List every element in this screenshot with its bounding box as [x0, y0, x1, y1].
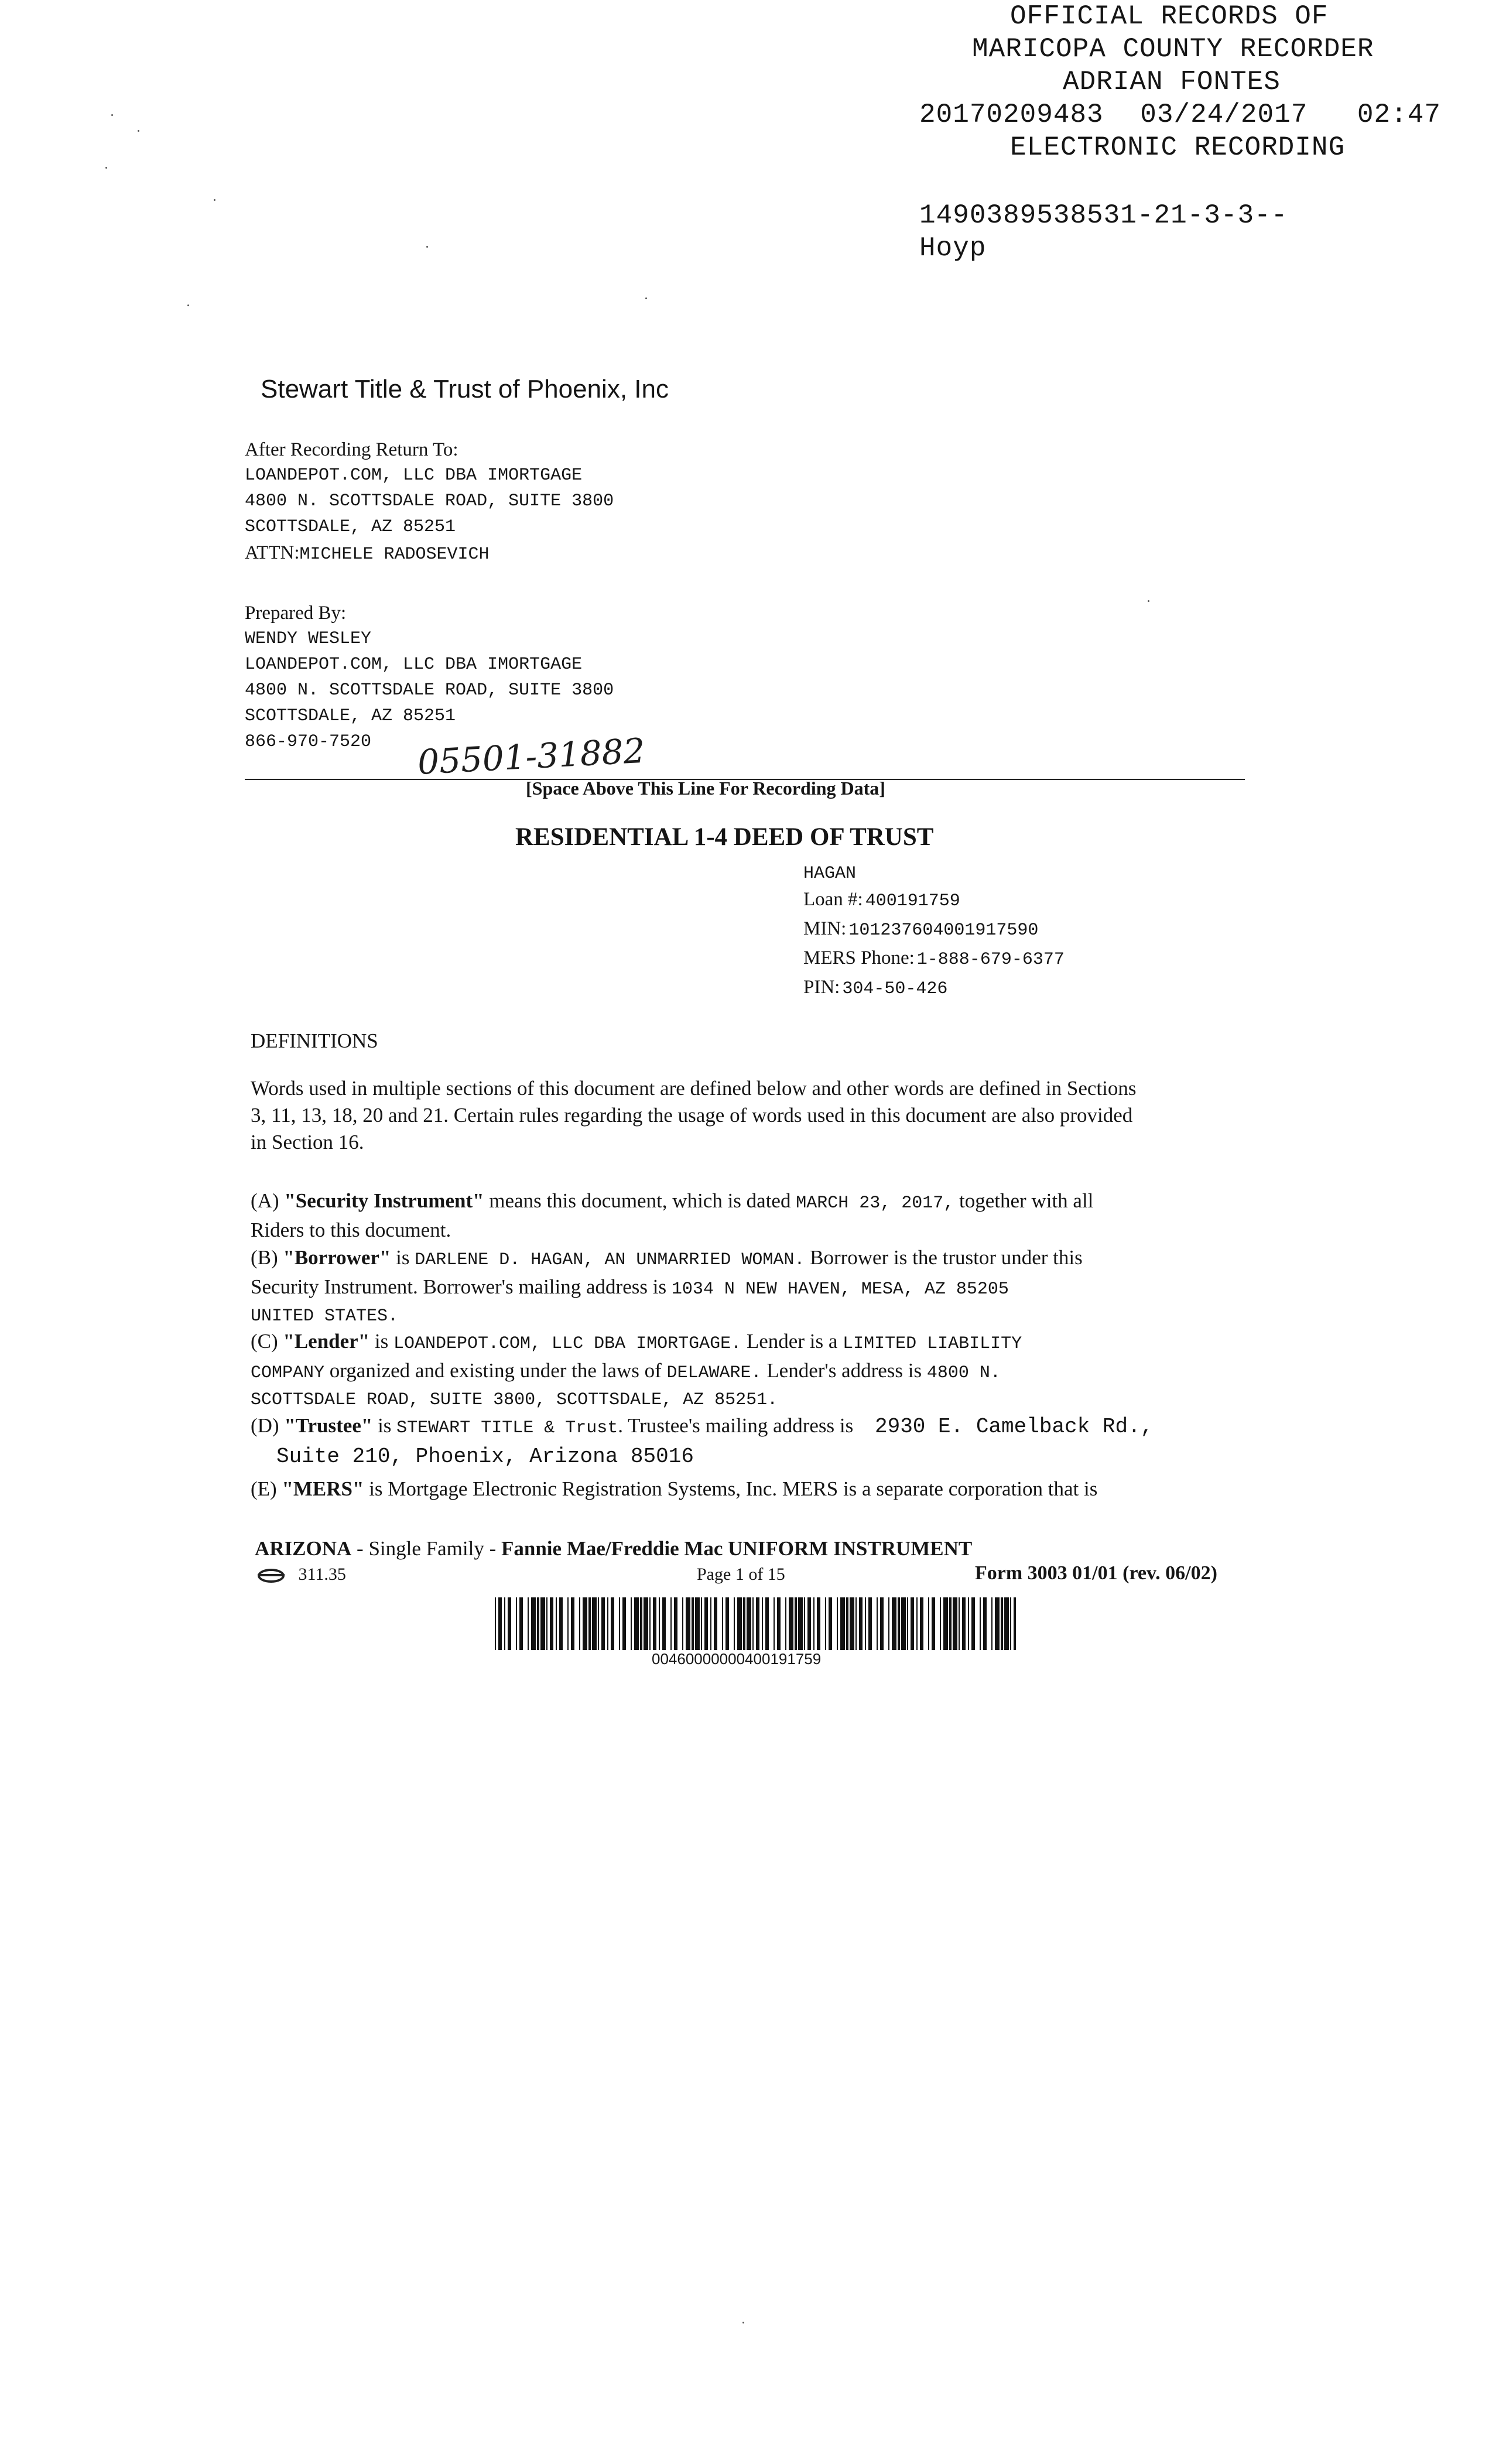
barcode-bar: [774, 1597, 775, 1650]
footer-instrument-line: [255, 1537, 972, 1560]
barcode-bar: [959, 1597, 960, 1650]
barcode-bar: [734, 1597, 735, 1650]
definition-b: [251, 1244, 1083, 1330]
stamp-line-official-records: OFFICIAL RECORDS OF: [1010, 1, 1329, 32]
definition-c-line-1: [251, 1328, 1022, 1357]
attn-label: ATTN:: [245, 542, 300, 563]
form-code: 311.35: [298, 1565, 346, 1584]
handwritten-escrow-number: 05501-31882: [416, 730, 646, 782]
definition-a-term: "Security Instrument": [284, 1189, 484, 1212]
barcode-bar: [737, 1597, 742, 1650]
return-to-city: SCOTTSDALE, AZ 85251: [245, 517, 456, 537]
barcode-bar: [640, 1597, 642, 1650]
barcode-bar: [756, 1597, 759, 1650]
mers-phone-row: [803, 945, 1065, 974]
barcode-bar: [546, 1597, 547, 1650]
barcode-bar: [928, 1597, 929, 1650]
barcode-bar: [495, 1597, 496, 1650]
definition-a-line-1: [251, 1187, 1093, 1217]
intro-line-1: Words used in multiple sections of this document are defined below and other words are defined in Sections: [251, 1077, 1137, 1100]
min-row: [803, 916, 1065, 945]
intro-line-2: 3, 11, 13, 18, 20 and 21. Certain rules regarding the usage of words used in this document are also provided: [251, 1104, 1133, 1127]
form-logo-icon: [258, 1569, 285, 1583]
lender-address-1: 4800 N.: [926, 1363, 1001, 1383]
barcode-bar: [892, 1597, 896, 1650]
barcode-bar: [789, 1597, 793, 1650]
barcode-bar: [516, 1597, 517, 1650]
barcode: [495, 1597, 1016, 1650]
barcode-bar: [859, 1597, 863, 1650]
barcode-bar: [971, 1597, 975, 1650]
loan-number-row: [803, 887, 1065, 916]
barcode-bar: [714, 1597, 717, 1650]
barcode-bar: [747, 1597, 751, 1650]
barcode-bar: [907, 1597, 908, 1650]
borrower-address: 1034 N NEW HAVEN, MESA, AZ 85205: [671, 1279, 1009, 1299]
scan-speck: [105, 167, 107, 169]
definition-d-marker: (D): [251, 1414, 279, 1437]
borrower-name: DARLENE D. HAGAN, AN UNMARRIED WOMAN.: [415, 1250, 805, 1270]
barcode-bar: [825, 1597, 826, 1650]
barcode-bar: [865, 1597, 866, 1650]
definition-a-text-2: together with all: [959, 1189, 1094, 1212]
stamp-line-electronic-recording: ELECTRONIC RECORDING: [1010, 132, 1346, 163]
definition-e-marker: (E): [251, 1477, 277, 1500]
barcode-bar: [701, 1597, 702, 1650]
preparer-city: SCOTTSDALE, AZ 85251: [245, 706, 456, 726]
barcode-bar: [855, 1597, 857, 1650]
barcode-bar: [634, 1597, 639, 1650]
return-to-street: 4800 N. SCOTTSDALE ROAD, SUITE 3800: [245, 491, 614, 511]
preparer-phone: 866-970-7520: [245, 732, 372, 752]
barcode-bar: [567, 1597, 569, 1650]
prepared-by-heading: Prepared By:: [245, 603, 347, 624]
barcode-bar: [504, 1597, 505, 1650]
barcode-bar: [601, 1597, 605, 1650]
doc-id: 1490389538531-21-3-3--: [919, 200, 1288, 231]
footer-form-code-row: [258, 1565, 346, 1585]
mers-phone-label: MERS Phone:: [803, 947, 915, 969]
barcode-bar: [962, 1597, 966, 1650]
definition-e: [251, 1476, 1097, 1503]
barcode-bar: [583, 1597, 587, 1650]
barcode-bar: [762, 1597, 763, 1650]
barcode-bar: [968, 1597, 969, 1650]
scan-speck: [426, 246, 428, 248]
space-above-label: [Space Above This Line For Recording Data]: [526, 778, 885, 799]
barcode-bar: [840, 1597, 845, 1650]
barcode-bar: [949, 1597, 952, 1650]
barcode-bar: [682, 1597, 683, 1650]
footer-desc: - Single Family -: [357, 1537, 497, 1560]
lender-name: LOANDEPOT.COM, LLC DBA IMORTGAGE.: [393, 1334, 742, 1354]
lender-address-2: SCOTTSDALE ROAD, SUITE 3800, SCOTTSDALE, AZ 85251.: [251, 1390, 778, 1410]
barcode-bar: [622, 1597, 626, 1650]
return-to-block: [245, 437, 614, 569]
barcode-bar: [752, 1597, 754, 1650]
definition-a-marker: (A): [251, 1189, 279, 1212]
barcode-bar: [556, 1597, 557, 1650]
barcode-bar: [798, 1597, 803, 1650]
borrower-country: UNITED STATES.: [251, 1306, 399, 1326]
definition-b-line-2: [251, 1274, 1083, 1303]
barcode-bar: [662, 1597, 666, 1650]
scan-speck: [111, 114, 113, 116]
preparer-street: 4800 N. SCOTTSDALE ROAD, SUITE 3800: [245, 680, 614, 700]
definition-b-text: Borrower is the trustor under this: [810, 1246, 1083, 1269]
stamp-line-record-info: [919, 98, 1441, 131]
barcode-bar: [1010, 1597, 1011, 1650]
loan-number-value: 400191759: [865, 891, 960, 911]
barcode-bar: [619, 1597, 620, 1650]
lender-entity-type-2: COMPANY: [251, 1363, 325, 1383]
barcode-bar: [686, 1597, 690, 1650]
barcode-bar: [528, 1597, 529, 1650]
definition-d-term: "Trustee": [284, 1414, 373, 1437]
barcode-bar: [991, 1597, 993, 1650]
min-label: MIN:: [803, 918, 847, 939]
loan-info-block: [803, 861, 1065, 1004]
definition-b-term: "Borrower": [283, 1246, 391, 1269]
definition-c-text: Lender is a: [746, 1330, 838, 1353]
preparer-name: WENDY WESLEY: [245, 629, 372, 649]
barcode-bar: [898, 1597, 900, 1650]
lender-state: DELAWARE.: [666, 1363, 762, 1383]
trustee-name: STEWART TITLE & Trust: [396, 1418, 618, 1438]
barcode-bar: [983, 1597, 987, 1650]
barcode-bar: [877, 1597, 878, 1650]
definition-b-marker: (B): [251, 1246, 278, 1269]
barcode-bar: [817, 1597, 820, 1650]
definitions-heading: DEFINITIONS: [251, 1029, 378, 1052]
barcode-bar: [940, 1597, 941, 1650]
barcode-bar: [829, 1597, 832, 1650]
barcode-bar: [888, 1597, 889, 1650]
barcode-bar: [804, 1597, 805, 1650]
barcode-bar: [765, 1597, 769, 1650]
barcode-bar: [916, 1597, 918, 1650]
stamp-line-county-recorder: MARICOPA COUNTY RECORDER: [972, 34, 1374, 64]
intro-line-3: in Section 16.: [251, 1131, 364, 1154]
barcode-bar: [508, 1597, 511, 1650]
barcode-bar: [519, 1597, 523, 1650]
definition-b-line-1: [251, 1244, 1083, 1274]
pin-label: PIN:: [803, 977, 840, 998]
barcode-bar: [995, 1597, 1000, 1650]
barcode-bar: [837, 1597, 838, 1650]
record-number: 20170209483: [919, 100, 1104, 130]
barcode-bar: [901, 1597, 906, 1650]
document-title: RESIDENTIAL 1-4 DEED OF TRUST: [515, 823, 934, 851]
barcode-bar: [540, 1597, 545, 1650]
barcode-bar: [559, 1597, 563, 1650]
barcode-bar: [674, 1597, 677, 1650]
footer-page-number: Page 1 of 15: [697, 1565, 785, 1584]
barcode-bar: [980, 1597, 981, 1650]
definition-d-line-1: (D) "Trustee" is STEWART TITLE & Trust. Trustee's mailing address is 2930 E. Camelback Rd.,: [251, 1414, 1154, 1439]
attn-name: MICHELE RADOSEVICH: [299, 545, 490, 564]
barcode-bar: [607, 1597, 608, 1650]
clerk-code: Hoyp: [919, 233, 987, 263]
barcode-bar: [911, 1597, 914, 1650]
return-to-attn: [245, 540, 614, 569]
barcode-bar: [644, 1597, 648, 1650]
min-value: 101237604001917590: [848, 920, 1039, 940]
barcode-bar: [953, 1597, 957, 1650]
footer-uniform-instrument: Fannie Mae/Freddie Mac UNIFORM INSTRUMENT: [501, 1537, 973, 1560]
borrower-surname: HAGAN: [803, 864, 857, 884]
scan-speck: [742, 2322, 744, 2323]
record-date: 03/24/2017: [1140, 100, 1308, 130]
return-to-company: LOANDEPOT.COM, LLC DBA IMORTGAGE: [245, 466, 583, 485]
barcode-bar: [571, 1597, 574, 1650]
prepared-by-block: [245, 600, 614, 755]
barcode-bar: [670, 1597, 672, 1650]
barcode-bar: [846, 1597, 848, 1650]
definition-a-line-2: Riders to this document.: [251, 1219, 451, 1241]
barcode-bar: [743, 1597, 745, 1650]
barcode-bar: [498, 1597, 502, 1650]
barcode-bar: [880, 1597, 884, 1650]
barcode-bar: [649, 1597, 651, 1650]
barcode-bar: [1001, 1597, 1003, 1650]
footer-form-number: Form 3003 01/01 (rev. 06/02): [975, 1562, 1217, 1584]
barcode-number: 00460000000400191759: [652, 1650, 822, 1668]
barcode-bar: [1014, 1597, 1016, 1650]
barcode-bar: [592, 1597, 597, 1650]
barcode-bar: [537, 1597, 539, 1650]
record-time: 02:47: [1357, 100, 1441, 130]
barcode-bar: [920, 1597, 923, 1650]
definition-d: [251, 1412, 1153, 1472]
definition-e-text: is Mortgage Electronic Registration Systems, Inc. MERS is a separate corporation that is: [369, 1477, 1098, 1500]
barcode-bar: [868, 1597, 872, 1650]
barcode-bar: [710, 1597, 711, 1650]
pin-row: [803, 974, 1065, 1004]
barcode-bar: [704, 1597, 708, 1650]
definition-c-line-2: [251, 1357, 1022, 1387]
barcode-bar: [722, 1597, 723, 1650]
scan-speck: [214, 199, 215, 201]
definition-b-text-2: Security Instrument. Borrower's mailing address is: [251, 1275, 667, 1298]
definition-e-term: "MERS": [282, 1477, 364, 1500]
barcode-bar: [807, 1597, 811, 1650]
definition-c-term: "Lender": [283, 1330, 370, 1353]
definition-c-marker: (C): [251, 1330, 278, 1353]
barcode-bar: [850, 1597, 854, 1650]
barcode-bar: [631, 1597, 632, 1650]
scan-speck: [1148, 600, 1149, 602]
definitions-intro: [251, 1075, 1137, 1156]
recording-stamp: [919, 0, 1441, 164]
barcode-bar: [1004, 1597, 1009, 1650]
trustee-address-1: 2930 E. Camelback Rd.,: [875, 1415, 1154, 1439]
title-company-name: Stewart Title & Trust of Phoenix, Inc: [261, 375, 669, 403]
scan-speck: [138, 130, 139, 132]
definition-a-text: means this document, which is dated: [489, 1189, 791, 1212]
barcode-bar: [785, 1597, 786, 1650]
definition-c: [251, 1328, 1022, 1414]
stamp-line-recorder-name: ADRIAN FONTES: [1063, 67, 1281, 97]
barcode-bar: [588, 1597, 591, 1650]
barcode-bar: [579, 1597, 580, 1650]
barcode-bar: [813, 1597, 814, 1650]
barcode-bar: [777, 1597, 781, 1650]
return-to-heading: After Recording Return To:: [245, 439, 458, 460]
lender-entity-type: LIMITED LIABILITY: [843, 1334, 1022, 1354]
barcode-bar: [598, 1597, 599, 1650]
barcode-bar: [692, 1597, 694, 1650]
scan-speck: [645, 297, 647, 299]
barcode-bar: [659, 1597, 660, 1650]
preparer-company: LOANDEPOT.COM, LLC DBA IMORTGAGE: [245, 655, 583, 675]
barcode-bar: [653, 1597, 656, 1650]
footer-state: ARIZONA: [255, 1537, 352, 1560]
definition-d-is: is: [378, 1414, 392, 1437]
definition-d-text: Trustee's mailing address is: [628, 1414, 854, 1437]
barcode-bar: [943, 1597, 948, 1650]
barcode-bar: [932, 1597, 935, 1650]
mers-phone-value: 1-888-679-6377: [916, 950, 1065, 970]
definition-a-date: MARCH 23, 2017,: [796, 1193, 954, 1213]
barcode-bar: [725, 1597, 729, 1650]
loan-number-label: Loan #:: [803, 889, 863, 910]
barcode-bar: [531, 1597, 536, 1650]
barcode-bar: [611, 1597, 614, 1650]
trustee-address-2: Suite 210, Phoenix, Arizona 85016: [276, 1445, 694, 1469]
definition-c-text-2: organized and existing under the laws of: [329, 1359, 662, 1382]
definition-c-is: is: [374, 1330, 389, 1353]
definition-a: [251, 1187, 1093, 1244]
scan-speck: [187, 304, 189, 306]
barcode-bar: [550, 1597, 553, 1650]
definition-c-text-3: Lender's address is: [766, 1359, 922, 1382]
barcode-bar: [695, 1597, 700, 1650]
pin-value: 304-50-426: [842, 979, 948, 999]
definition-b-is: is: [396, 1246, 410, 1269]
barcode-bar: [795, 1597, 797, 1650]
